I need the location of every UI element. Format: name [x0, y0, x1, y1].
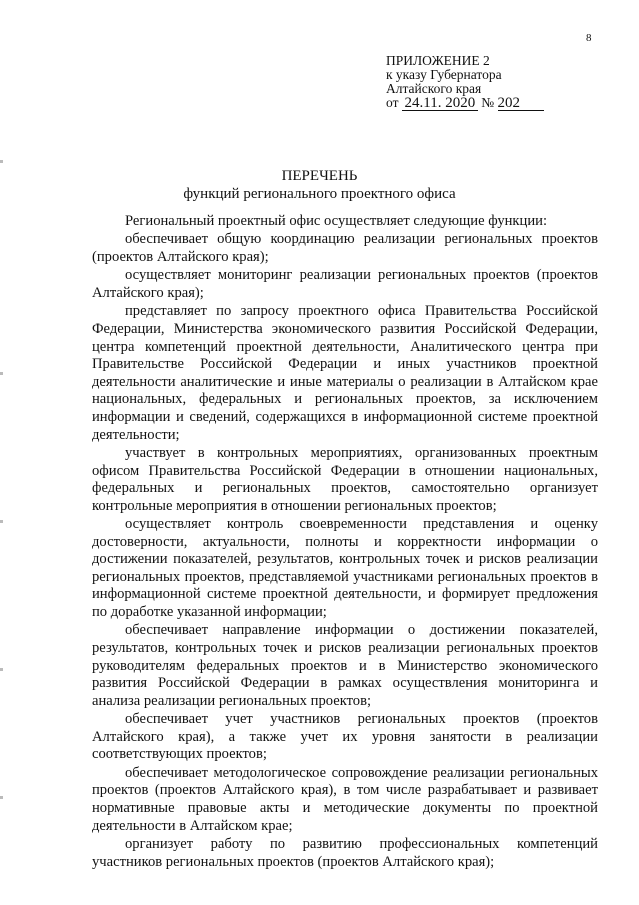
- number-label: №: [481, 95, 495, 110]
- from-label: от: [386, 95, 399, 110]
- document-subheading: функций регионального проектного офиса: [183, 186, 456, 202]
- appendix-date-line: [386, 96, 544, 111]
- paragraph-function: участвует в контрольных мероприятиях, организованных проектным офисом Правительства Российской Федерации в отношении национальных, федеральных и региональных проектов, самостоятельно организует контрольные мероприятия в отношении региональных проектов;: [92, 444, 598, 514]
- paragraph-function: обеспечивает общую координацию реализации региональных проектов (проектов Алтайского края);: [92, 231, 598, 265]
- scan-edge-mark: [0, 796, 3, 799]
- document-heading: ПЕРЕЧЕНЬ: [281, 168, 358, 184]
- paragraph-function: обеспечивает учет участников региональных проектов (проектов Алтайского края), а также учет их уровня занятости в реализации соответствующих проектов;: [92, 711, 598, 763]
- decree-number: 202: [498, 97, 544, 111]
- paragraph-intro: Региональный проектный офис осуществляет следующие функции:: [125, 213, 548, 229]
- appendix-title: ПРИЛОЖЕНИЕ 2: [386, 53, 490, 68]
- paragraph-function: организует работу по развитию профессиональных компетенций участников региональных проектов (проектов Алтайского края);: [92, 835, 598, 870]
- document-body: [92, 213, 598, 872]
- paragraph-function: обеспечивает направление информации о достижении показателей, результатов, контрольных точек и рисков реализации региональных проектов руководителям федеральных проектов и в Министерство экономического развития Российской Федерации в рамках осуществления мониторинга и анализа реализации региональных проектов;: [92, 622, 598, 709]
- paragraph-function: представляет по запросу проектного офиса Правительства Российской Федерации, Министерства экономического развития Российской Федерации, центра компетенций проектной деятельности, Аналитического центра при Правительстве Российской Федерации и иных участников проектной деятельности аналитические и иные материалы о реализации в Алтайском крае национальных, федеральных и региональных проектов, за исключением информации и сведений, содержащихся в информационной системе проектной деятельности;: [92, 303, 598, 443]
- appendix-decree-reference: к указу Губернатора: [386, 67, 502, 82]
- page-number: 8: [586, 32, 592, 44]
- paragraph-function: обеспечивает методологическое сопровождение реализации региональных проектов (проектов Алтайского края), в том числе разрабатывает и развивает нормативные правовые акты и методические документы по проектной деятельности в Алтайском крае;: [92, 764, 598, 834]
- paragraph-function: осуществляет мониторинг реализации региональных проектов (проектов Алтайского края);: [92, 267, 598, 301]
- scan-edge-mark: [0, 520, 3, 523]
- decree-date: 24.11. 2020: [402, 97, 478, 111]
- scan-edge-mark: [0, 160, 3, 163]
- scan-edge-mark: [0, 668, 3, 671]
- scan-edge-mark: [0, 372, 3, 375]
- paragraph-function: осуществляет контроль своевременности представления и оценку достоверности, актуальности, полноты и корректности информации о достижении показателей, результатов, контрольных точек и рисков реализации региональных проектов, представляемой участниками региональных проектов в информационной системе проектной деятельности, и формирует предложения по доработке указанной информации;: [92, 516, 598, 621]
- document-title: [0, 167, 639, 203]
- appendix-region: Алтайского края: [386, 81, 482, 96]
- appendix-block: [386, 54, 544, 111]
